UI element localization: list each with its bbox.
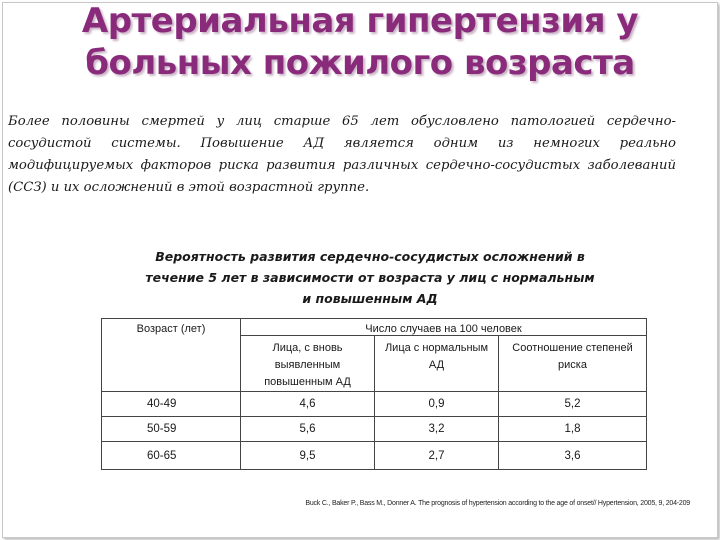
cell-ratio: 3,6 [499, 442, 647, 470]
table-caption-line-2: течение 5 лет в зависимости от возраста у лиц с нормальным [145, 270, 595, 285]
subheader-ratio: Соотношение степеней риска [499, 336, 647, 392]
cell-hypertensive: 5,6 [241, 417, 375, 442]
cases-header: Число случаев на 100 человек [241, 319, 647, 336]
reference-citation: Buck C., Baker P., Bass M., Donner A. The prognosis of hypertension according to the age of onset// Hypertension, 2005, 9, 204-209 [305, 500, 690, 507]
table-caption-line-1: Вероятность развития сердечно-сосудистых осложнений в [155, 249, 585, 264]
table-header-row [102, 319, 647, 336]
table-caption-line-3: и повышенным АД [302, 291, 438, 306]
table-caption [100, 246, 640, 309]
cell-ratio: 5,2 [499, 392, 647, 417]
cell-hypertensive: 9,5 [241, 442, 375, 470]
cell-age: 40-49 [102, 392, 241, 417]
cell-normal: 2,7 [375, 442, 499, 470]
cell-normal: 3,2 [375, 417, 499, 442]
table-row [102, 417, 647, 442]
table-row [102, 442, 647, 470]
cell-ratio: 1,8 [499, 417, 647, 442]
cell-normal: 0,9 [375, 392, 499, 417]
intro-paragraph: Более половины смертей у лиц старше 65 лет обусловлено патологией сердечно-сосудистой системы. Повышение АД является одним из немногих реально модифицируемых факторов риска развития различных сердечно-сосудистых заболеваний (ССЗ) и их осложнений в этой возрастной группе. [8, 114, 676, 195]
risk-table [101, 318, 647, 470]
title-line-1: Артериальная гипертензия у [81, 1, 639, 41]
subheader-normal: Лица с нормальным АД [375, 336, 499, 392]
cell-age: 50-59 [102, 417, 241, 442]
title-line-2: больных пожилого возраста [85, 43, 635, 83]
table-row [102, 392, 647, 417]
subheader-hypertensive: Лица, с вновь выявленным повышенным АД [241, 336, 375, 392]
cell-hypertensive: 4,6 [241, 392, 375, 417]
age-header: Возраст (лет) [102, 319, 241, 392]
slide-title [20, 0, 700, 84]
cell-age: 60-65 [102, 442, 241, 470]
